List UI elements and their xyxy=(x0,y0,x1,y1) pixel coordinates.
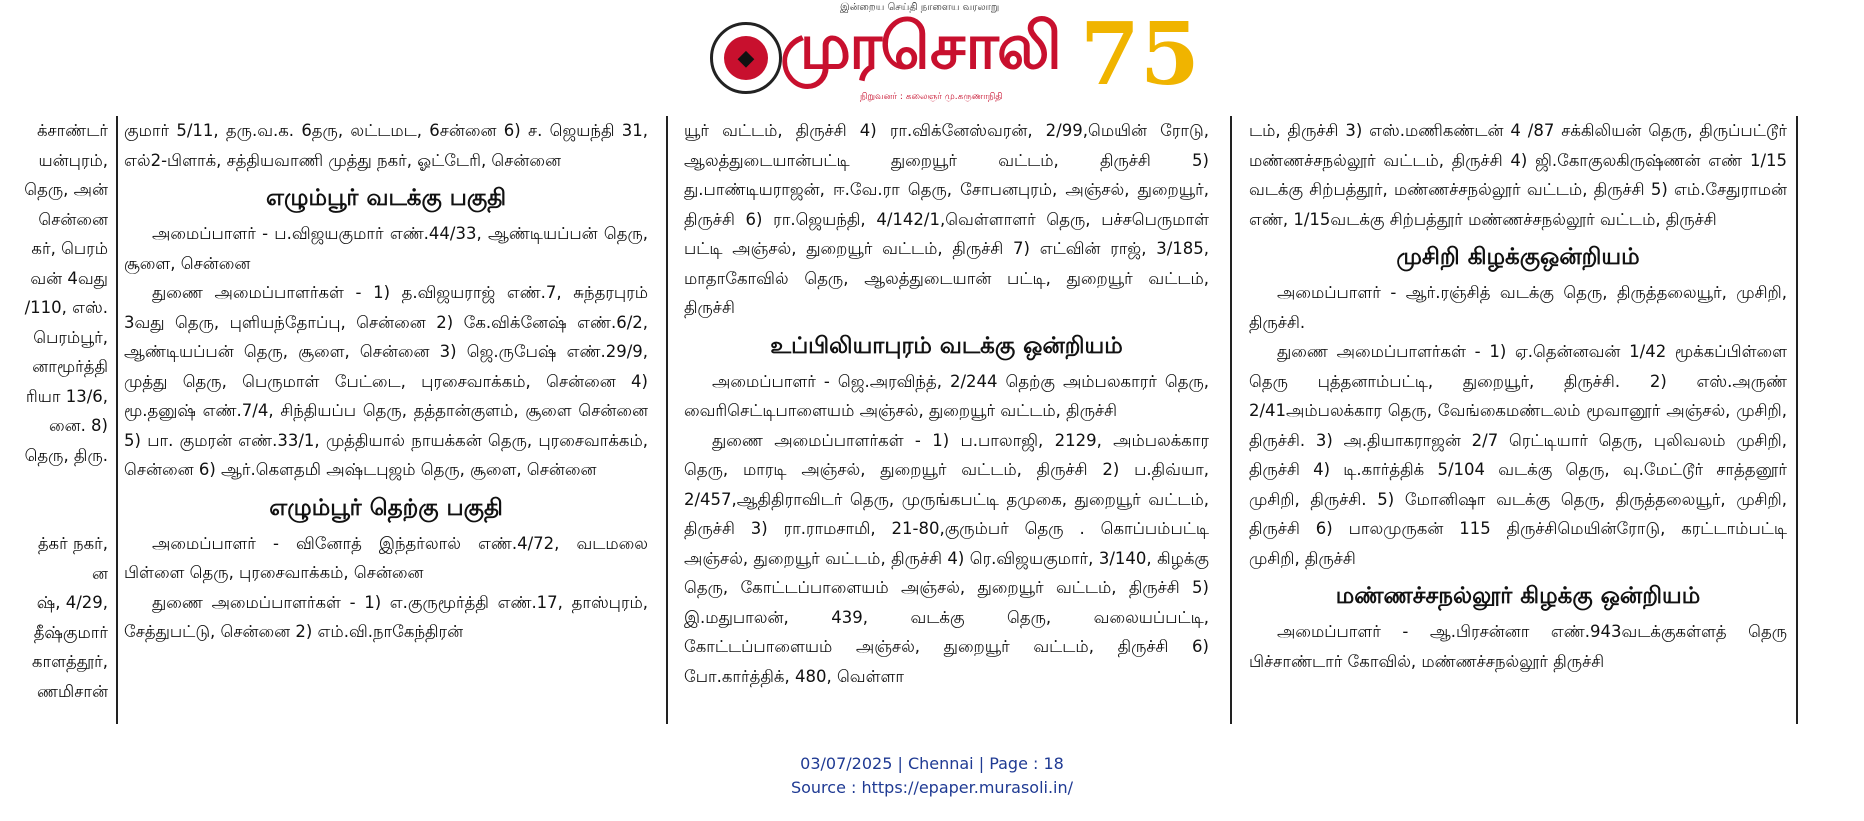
text-line xyxy=(0,470,108,500)
paragraph: அமைப்பாளர் - ஜெ.அரவிந்த், 2/244 தெற்கு அம்பலகாரர் தெரு, வைரிசெட்டிபாளையம் அஞ்சல், துறையூர் வட்டம், திருச்சி xyxy=(684,371,1209,420)
section-heading: எழும்பூர் வடக்கு பகுதி xyxy=(265,185,507,211)
column-rule xyxy=(116,116,118,724)
paragraph: அமைப்பாளர் - ஆர்.ரஞ்சித் வடக்கு தெரு, திருத்தலையூர், முசிறி, திருச்சி. xyxy=(1249,283,1787,332)
text-line: /110, எஸ். xyxy=(24,298,108,317)
column-2 xyxy=(684,116,1209,724)
column-rule xyxy=(1796,116,1798,724)
text-line: த்கர் நகர், xyxy=(37,534,108,553)
text-line: னாமூர்த்தி xyxy=(32,357,108,376)
column-rule xyxy=(1230,116,1232,724)
section-heading: உப்பிலியாபுரம் வடக்கு ஒன்றியம் xyxy=(770,332,1123,359)
paragraph: துணை அமைப்பாளர்கள் - 1) ஏ.தென்னவன் 1/42 மூக்கப்பிள்ளை தெரு புத்தனாம்பட்டி, துறையூர், திருச்சி. 2) எஸ்.அருண் 2/41அம்பலக்கார தெரு, வேங்கைமண்டலம் மூவானூர் அஞ்சல், முசிறி, திருச்சி. 3) அ.தியாகராஜன் 2/7 ரெட்டியார் தெரு, புலிவலம் முசிறி, திருச்சி 4) டி.கார்த்திக் 5/104 வடக்கு தெரு, வு.மேட்டூர் சாத்தனூர் முசிறி, திருச்சி. 5) மோனிஷா வடக்கு தெரு, திருத்தலையூர், முசிறி, திருச்சி 6) பாலமுருகன் 115 திருச்சிமெயின்ரோடு, கரட்டாம்பட்டி முசிறி, திருச்சி xyxy=(1249,342,1787,568)
paragraph: துணை அமைப்பாளர்கள் - 1) ப.பாலாஜி, 2129, அம்பலக்கார தெரு, மாரடி அஞ்சல், துறையூர் வட்டம், திருச்சி 2) ப.திவ்யா, 2/457,ஆதிதிராவிடர் தெரு, முருங்கபட்டி தமுகை, துறையூர் வட்டம், திருச்சி 3) ரா.ராமசாமி, 21-80,குரும்பர் தெரு . கொப்பம்பட்டி அஞ்சல், துறையூர் வட்டம், திருச்சி 4) ரெ.விஜயகுமார், 3/140, கிழக்கு தெரு, கோட்டப்பாளையம் அஞ்சல், துறையூர் வட்டம், திருச்சி 5) இ.மதுபாலன், 439, வடக்கு தெரு, வலையப்பட்டி, கோட்டப்பாளையம் அஞ்சல், துறையூர் வட்டம், திருச்சி 6) போ.கார்த்திக், 480, வெள்ளா xyxy=(684,430,1209,686)
text-line xyxy=(0,500,108,530)
text-line: காளத்தூர், xyxy=(31,652,108,671)
column-1 xyxy=(124,116,648,724)
text-line: சென்னை xyxy=(38,209,108,229)
text-line: தீஷ்குமார் xyxy=(33,622,108,642)
column-left-partial xyxy=(0,116,108,724)
text-line: யன்புரம், xyxy=(38,150,108,170)
logo-subtitle: நிறுவனர் : கலைஞர் மு.கருணாநிதி xyxy=(860,92,1003,102)
masthead-tagline: இன்றைய செய்தி நாளைய வரலாறு xyxy=(840,2,1000,13)
section-heading: எழும்பூர் தெற்கு பகுதி xyxy=(269,494,503,521)
drum-icon: ◆ xyxy=(724,36,768,80)
text-line: ணமிசான் xyxy=(37,681,108,701)
text-line: பெரம்பூர், xyxy=(33,327,108,347)
text-line: ரியா 13/6, xyxy=(25,386,108,406)
masthead xyxy=(700,0,1200,120)
text-line: ன xyxy=(91,563,108,583)
section-heading: முசிறி கிழக்குஒன்றியம் xyxy=(1396,244,1640,270)
party-seal-icon xyxy=(710,22,782,94)
paragraph: டம், திருச்சி 3) எஸ்.மணிகண்டன் 4 /87 சக்கிலியன் தெரு, திருப்பட்டூர் மண்ணச்சநல்லூர் வட்டம், திருச்சி 4) ஜி.கோகுலகிருஷ்ணன் எண் 1/15 வடக்கு சிற்பத்தூர், மண்ணச்சநல்லூர் வட்டம், திருச்சி 5) எம்.சேதுராமன் எண், 1/15வடக்கு சிற்பத்தூர் மண்ணச்சநல்லூர் வட்டம், திருச்சி xyxy=(1249,121,1787,229)
paragraph: யூர் வட்டம், திருச்சி 4) ரா.விக்னேஸ்வரன், 2/99,மெயின் ரோடு, ஆலத்துடையான்பட்டி துறையூர் வட்டம், திருச்சி 5) து.பாண்டியராஜன், ஈ.வே.ரா தெரு, சோபனபுரம், அஞ்சல், துறையூர், திருச்சி 6) ரா.ஜெயந்தி, 4/142/1,வெள்ளாளர் தெரு, பச்சபெருமாள் பட்டி அஞ்சல், துறையூர் வட்டம், திருச்சி 7) எட்வின் ராஜ், 3/185, மாதாகோவில் தெரு, ஆலத்துடையான் பட்டி, துறையூர் வட்டம், திருச்சி xyxy=(684,121,1209,317)
page-footer xyxy=(0,752,1864,800)
text-line: தெரு, அன் xyxy=(24,180,108,199)
paragraph: துணை அமைப்பாளர்கள் - 1) எ.குருமூர்த்தி எண்.17, தாஸ்புரம், சேத்துபட்டு, சென்னை 2) எம்.வி.நாகேந்திரன் xyxy=(124,592,648,641)
anniversary-number: 75 xyxy=(1080,4,1200,105)
paragraph: குமார் 5/11, தரு.வ.க. 6தரு, லட்டமட, 6சன்னை 6) ச. ஜெயந்தி 31, எல்2-பிளாக், சத்தியவாணி முத்து நகர், ஓட்டேரி, சென்னை xyxy=(124,121,648,170)
paragraph: துணை அமைப்பாளர்கள் - 1) த.விஜயராஜ் எண்.7, சுந்தரபுரம் 3வது தெரு, புளியந்தோப்பு, சென்னை 2) கே.விக்னேஷ் எண்.6/2, ஆண்டியப்பன் தெரு, சூளை, சென்னை 3) ஜெ.ருபேஷ் எண்.29/9, முத்து தெரு, பெருமாள் பேட்டை, புரசைவாக்கம், சென்னை 4) மூ.தனுஷ் எண்.7/4, சிந்தியப்ப தெரு, தத்தான்குளம், சூளை சென்னை 5) பா. குமரன் எண்.33/1, முத்தியால் நாயக்கன் தெரு, புரசைவாக்கம், சென்னை 6) ஆர்.கௌதமி அஷ்டபுஜம் தெரு, சூளை, சென்னை xyxy=(124,283,648,479)
text-line: தெரு, திரு. xyxy=(24,445,108,465)
text-line: கர், பெரம் xyxy=(31,239,108,258)
source-link[interactable]: Source : https://epaper.murasoli.in/ xyxy=(790,778,1074,797)
newspaper-logo: முரசொலி xyxy=(780,10,1060,84)
text-line: வன் 4வது xyxy=(30,268,108,288)
column-3 xyxy=(1249,116,1787,724)
edition-info: 03/07/2025 | Chennai | Page : 18 xyxy=(800,754,1064,773)
paragraph: அமைப்பாளர் - ப.விஜயகுமார் எண்.44/33, ஆண்டியப்பன் தெரு, சூளை, சென்னை xyxy=(124,224,648,273)
paragraph: அமைப்பாளர் - ஆ.பிரசன்னா எண்.943வடக்குகள்ளத் தெரு பிச்சாண்டார் கோவில், மண்ணச்சநல்லூர் திருச்சி xyxy=(1249,622,1787,671)
paragraph: அமைப்பாளர் - வினோத் இந்தர்லால் எண்.4/72, வடமலை பிள்ளை தெரு, புரசைவாக்கம், சென்னை xyxy=(124,533,648,582)
text-line: க்சாண்டர் xyxy=(36,121,108,140)
section-heading: மண்ணச்சநல்லூர் கிழக்கு ஒன்றியம் xyxy=(1335,583,1701,609)
text-line: ஷ், 4/29, xyxy=(36,593,108,612)
column-rule xyxy=(666,116,668,724)
text-line: னை. 8) xyxy=(48,416,108,435)
